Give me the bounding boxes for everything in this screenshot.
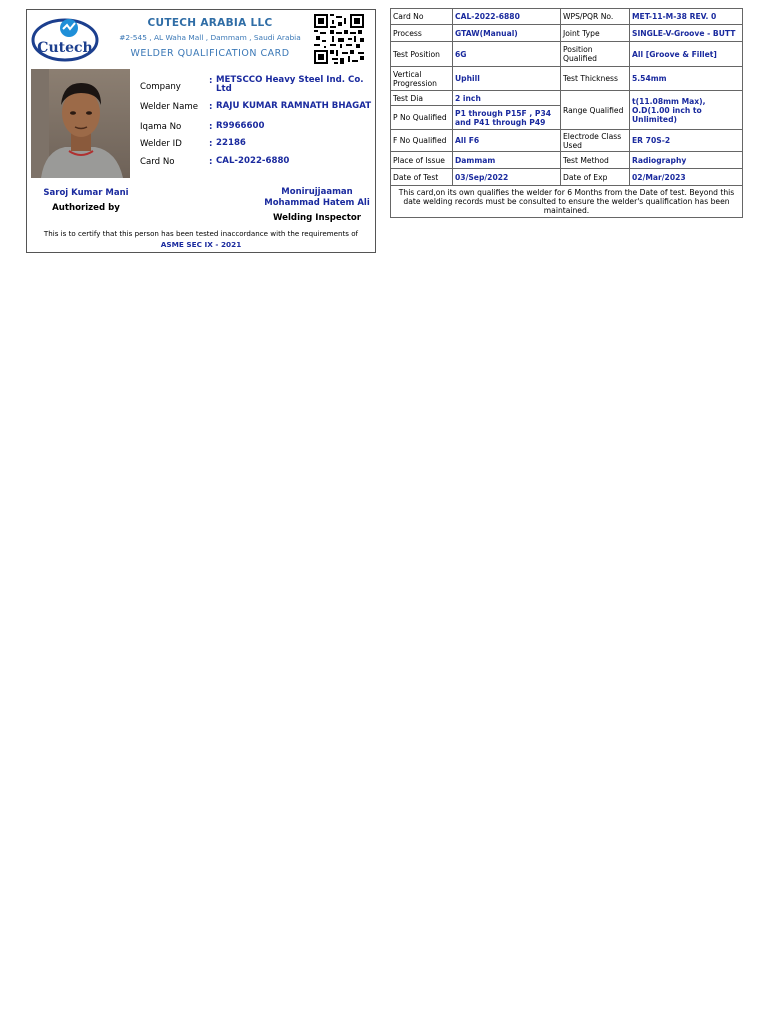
card-title: WELDER QUALIFICATION CARD	[130, 48, 290, 59]
welder-photo	[31, 69, 130, 178]
card-no-value: CAL-2022-6880	[216, 156, 290, 166]
company-title: CUTECH ARABIA LLC	[147, 17, 273, 29]
iqama-value: R9966600	[216, 121, 265, 131]
card-no-label: Card No	[140, 157, 175, 167]
cell-label: Test Dia	[391, 91, 453, 106]
cutech-logo	[31, 16, 99, 62]
table-row	[391, 91, 743, 106]
cell-value: 6G	[453, 42, 561, 67]
cell-label: Range Qualified	[561, 91, 630, 130]
table-row	[391, 9, 743, 25]
cell-value: SINGLE-V-Groove - BUTT	[630, 25, 743, 42]
table-row	[391, 130, 743, 152]
cell-label: Date of Test	[391, 169, 453, 186]
cell-value: 2 inch	[453, 91, 561, 106]
cell-label: Test Thickness	[561, 67, 630, 91]
cell-label: Test Position	[391, 42, 453, 67]
inspector-role: Welding Inspector	[272, 213, 362, 223]
cell-value: GTAW(Manual)	[453, 25, 561, 42]
inspector-name-2: Mohammad Hatem Ali	[264, 198, 370, 208]
logo-text: Cutech	[37, 40, 93, 56]
iqama-label: Iqama No	[140, 122, 182, 132]
cell-label: Place of Issue	[391, 152, 453, 169]
cell-label: Position Qualified	[561, 42, 630, 67]
company-value: METSCCO Heavy Steel Ind. Co. Ltd	[216, 75, 364, 94]
qr-code	[313, 14, 365, 64]
cell-label: Process	[391, 25, 453, 42]
inspector-names	[247, 187, 387, 209]
table-row	[391, 169, 743, 186]
table-row	[391, 42, 743, 67]
cell-value: 02/Mar/2023	[630, 169, 743, 186]
qualification-card-back	[390, 8, 743, 218]
authorizer-role: Authorized by	[52, 203, 120, 213]
table-row	[391, 152, 743, 169]
cell-value: P1 through P15F , P34 and P41 through P49	[453, 106, 561, 130]
table-row	[391, 67, 743, 91]
qualification-card-front	[26, 9, 376, 253]
validity-note: This card,on its own qualifies the welder for 6 Months from the Date of test. Beyond this date welding records must be consulted to ensure the welder's qualification has been maintained.	[391, 186, 743, 218]
welder-name-value: RAJU KUMAR RAMNATH BHAGAT	[216, 101, 372, 111]
certification-text: This is to certify that this person has been tested inaccordance with the requirements of	[43, 229, 359, 238]
cell-value: All F6	[453, 130, 561, 152]
table-row	[391, 186, 743, 218]
table-row	[391, 25, 743, 42]
cell-value: Radiography	[630, 152, 743, 169]
cell-value: 5.54mm	[630, 67, 743, 91]
cell-label: WPS/PQR No.	[561, 9, 630, 25]
cell-label: Date of Exp	[561, 169, 630, 186]
cell-label: P No Qualified	[391, 106, 453, 130]
welder-id-value: 22186	[216, 138, 246, 148]
welder-name-label: Welder Name	[140, 102, 199, 112]
inspector-name-1: Monirujjaaman	[281, 187, 353, 197]
certification-standard: ASME SEC IX - 2021	[160, 240, 242, 249]
cell-value: CAL-2022-6880	[453, 9, 561, 25]
iqama-colon: :	[209, 122, 213, 132]
welder-name-colon: :	[209, 102, 213, 112]
cell-value: ER 70S-2	[630, 130, 743, 152]
cell-label: Joint Type	[561, 25, 630, 42]
card-no-colon: :	[209, 157, 213, 167]
cell-label: Test Method	[561, 152, 630, 169]
welder-id-label: Welder ID	[140, 139, 182, 149]
cell-value: All [Groove & Fillet]	[630, 42, 743, 67]
cell-value: 03/Sep/2022	[453, 169, 561, 186]
company-label: Company	[140, 82, 181, 92]
cell-label: Card No	[391, 9, 453, 25]
cell-label: Electrode Class Used	[561, 130, 630, 152]
authorizer-name: Saroj Kumar Mani	[43, 188, 129, 198]
company-address: #2-545 , AL Waha Mall , Dammam , Saudi Arabia	[119, 33, 301, 42]
cell-value: MET-11-M-38 REV. 0	[630, 9, 743, 25]
cell-value: Dammam	[453, 152, 561, 169]
cell-value: t(11.08mm Max), O.D(1.00 inch to Unlimited)	[630, 91, 743, 130]
company-colon: :	[209, 76, 213, 86]
cell-value: Uphill	[453, 67, 561, 91]
welder-id-colon: :	[209, 139, 213, 149]
cell-label: Vertical Progression	[391, 67, 453, 91]
cell-label: F No Qualified	[391, 130, 453, 152]
